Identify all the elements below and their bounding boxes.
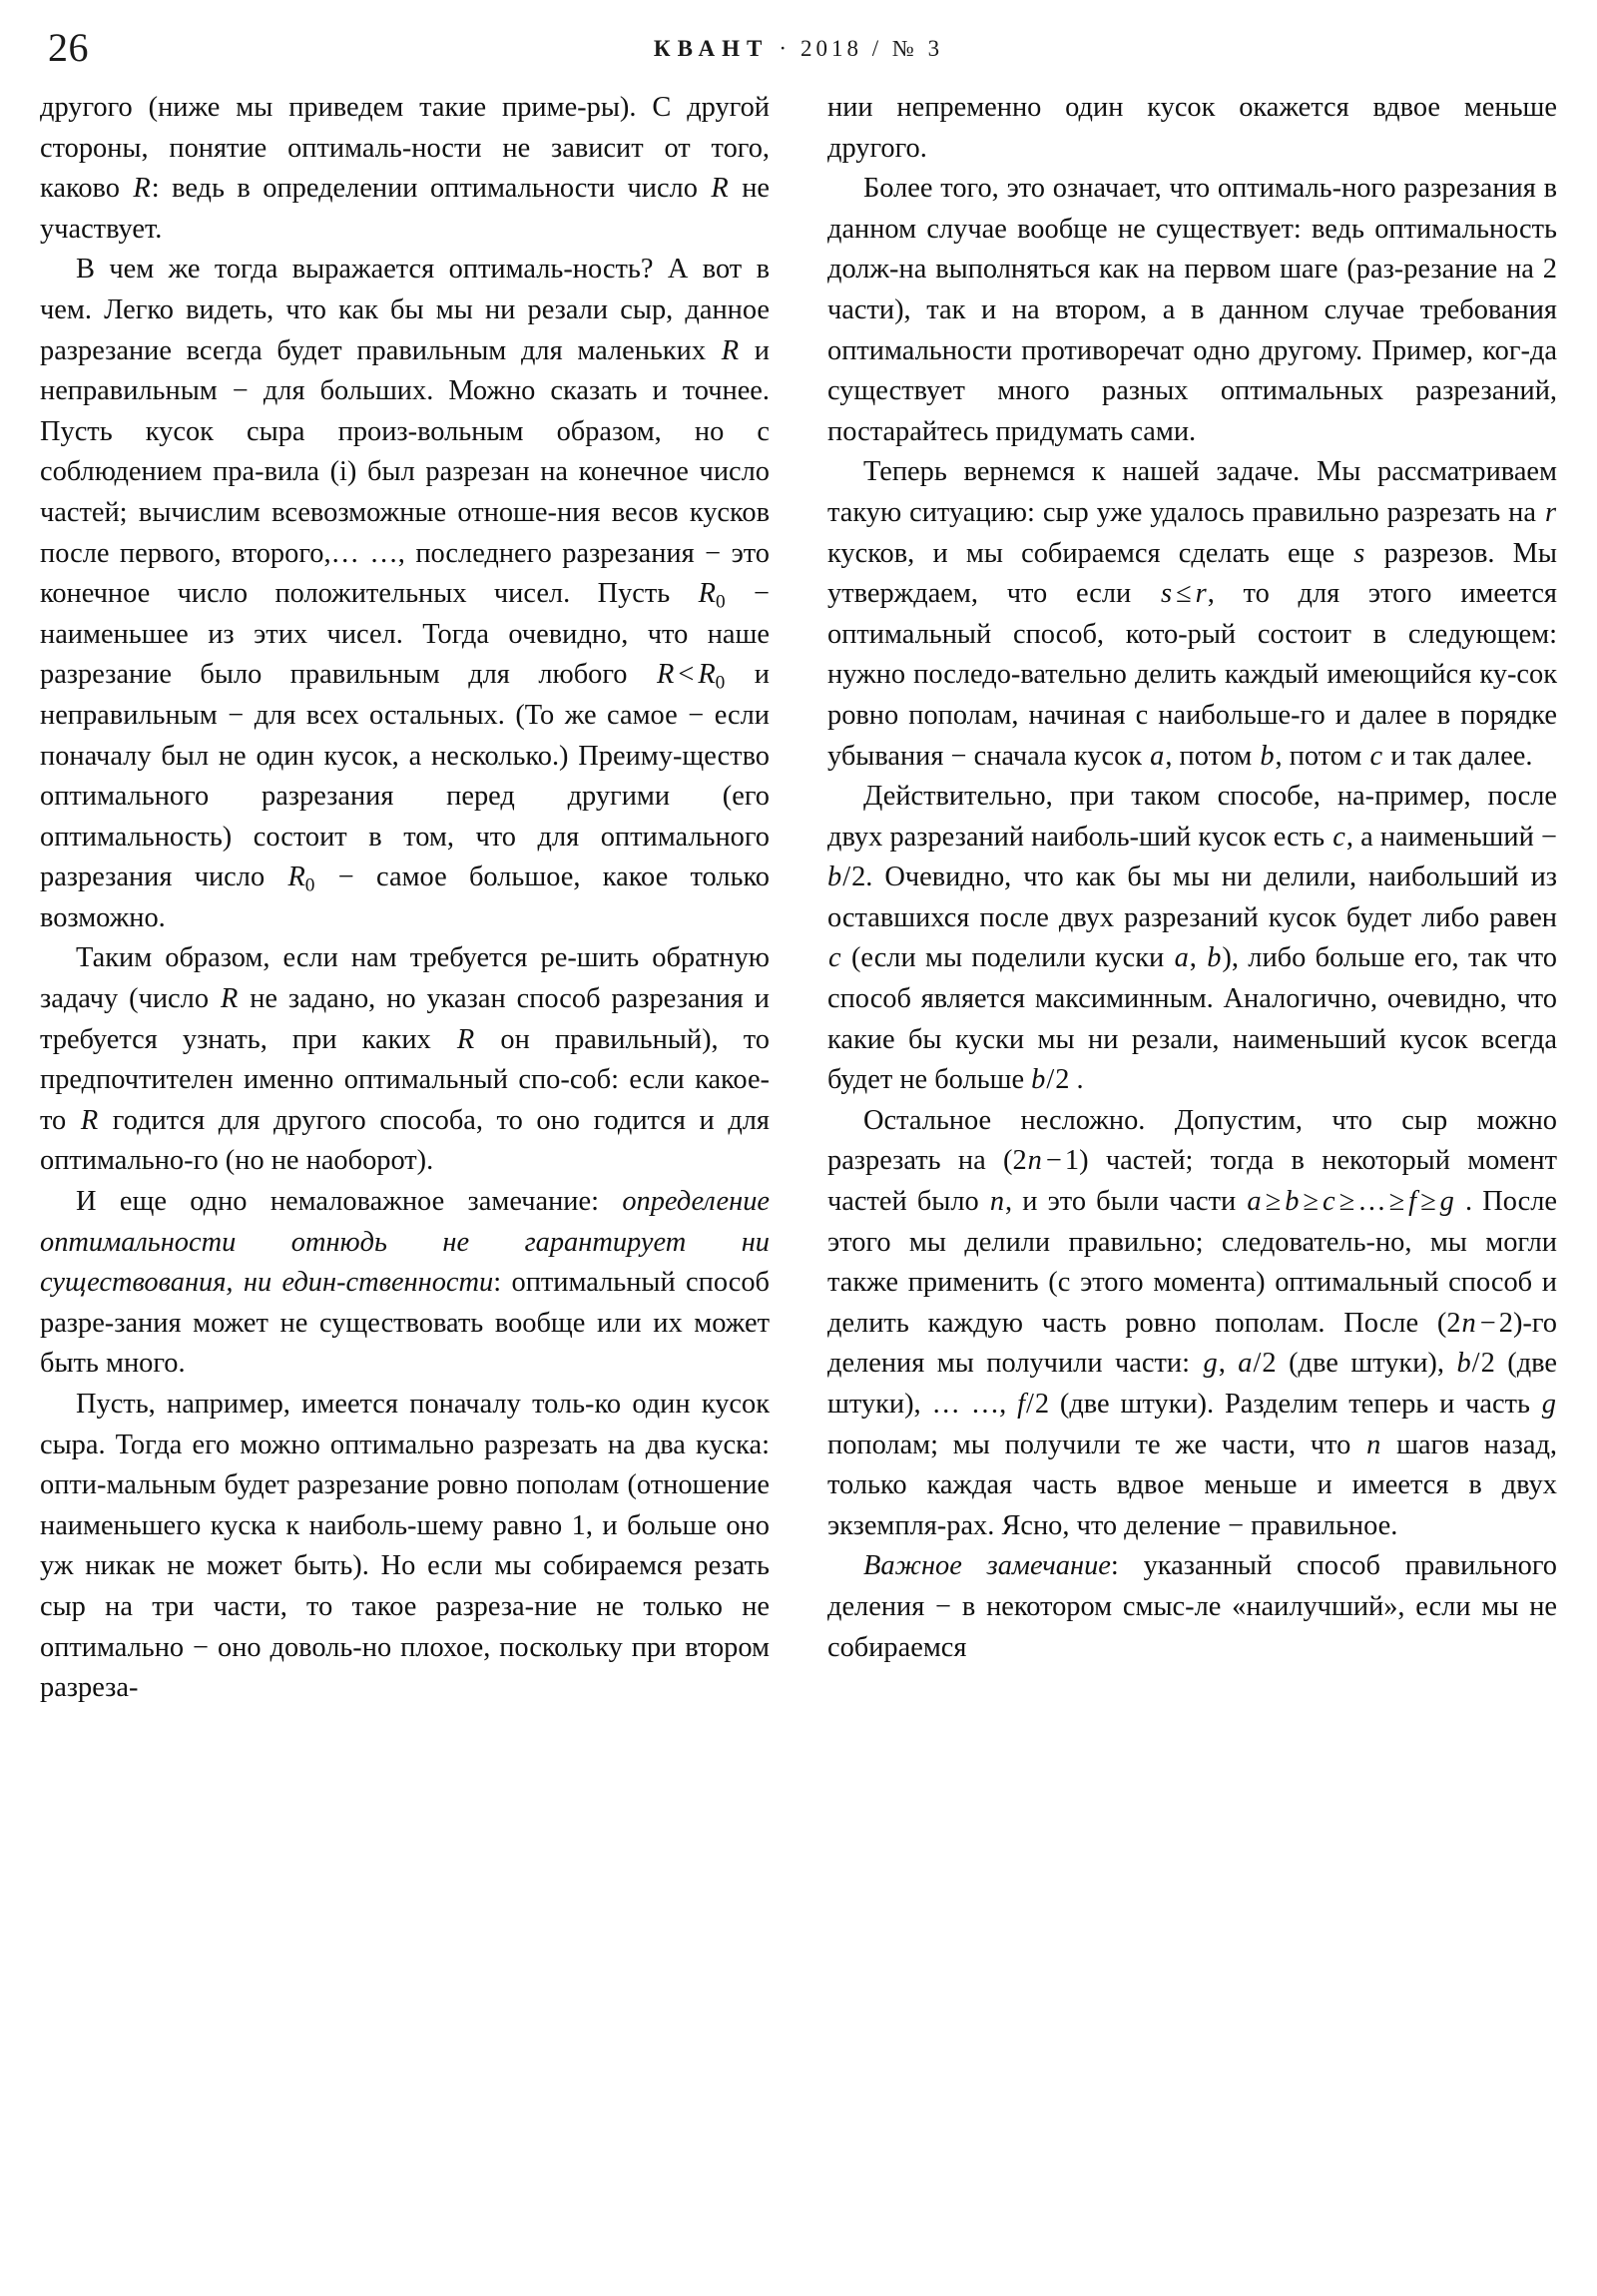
paragraph: В чем же тогда выражается оптималь-ность? А вот в чем. Легко видеть, что как бы мы ни резали сыр, данное разрезание всегда будет правильным для маленьких R и неправильным − для больших. Можно сказать и точнее. Пусть кусок сыра произ-вольным образом, но с соблюдением пра-вила (i) был разрезан на конечное число частей; вычислим всевозможные отноше-ния весов кусков после первого, второго,… …, последнего разрезания − это конечное число положительных чисел. Пусть $R_0$ − наименьшее из этих чисел. Тогда очевидно, что наше разрезание было правильным для любого $R < R_0$ и неправильным − для всех остальных. (То же самое − если поначалу был не один кусок, а несколько.) Преиму-щество оптимального разрезания перед другими (его оптимальность) состоит в том, что для оптимального разрезания число $R_0$ − самое большое, какое только возможно. (40, 254, 771, 933)
math-fraction-b-over-2: b/2 (1456, 1348, 1495, 1380)
math-variable-R: R (220, 983, 239, 1015)
paragraph: И еще одно немаловажное замечание: определение оптимальности отнюдь не гарантирует ни существования, ни един-ственности: оптимальный способ разре-зания может не существовать вообще или их может быть много. (40, 1186, 770, 1380)
math-variable-R: R (711, 173, 729, 205)
math-variable-r: r (1544, 496, 1556, 528)
math-variable-n: n (989, 1186, 1005, 1218)
math-variable-R: R (80, 1104, 99, 1136)
math-fraction-a-over-2: a/2 (1238, 1348, 1277, 1380)
math-inequality-chain: a ≥ b ≥ c ≥ … ≥ f ≥ g (1247, 1186, 1454, 1218)
paragraph: Действительно, при таком способе, на-пример, после двух разрезаний наиболь-ший кусок есть c, а наименьший − b/2. Очевидно, что как бы мы ни делили, наибольший из оставшихся после двух разрезаний кусок будет либо равен c (если мы поделили куски a, b), либо больше его, так что способ является максиминным. Аналогично, очевидно, что какие бы куски мы ни резали, наименьший кусок всегда будет не больше b/2 . (827, 781, 1557, 1096)
math-fraction-b-over-2: b/2 (827, 861, 866, 893)
paragraph: Пусть, например, имеется поначалу толь-ко один кусок сыра. Тогда его можно оптимально разрезать на два куска: опти-мальным будет разрезание ровно пополам (отношение наименьшего куска к наиболь-шему равно 1, и больше оно уж никак не может быть). Но если мы собираемся резать сыр на три части, то такое разреза-ние не только не оптимально − оно доволь-но плохое, поскольку при втором разреза- (40, 1389, 770, 1704)
math-variable-a: a (1174, 942, 1189, 974)
emphasis-text: определение оптимальности отнюдь не гарантирует ни существования, ни един-ственности (40, 1186, 770, 1299)
math-fraction-b-over-2: b/2 (1031, 1064, 1070, 1096)
math-variable-R0: $R_0$ (287, 861, 315, 896)
body-columns (40, 88, 1557, 2264)
paragraph: Таким образом, если нам требуется ре-шить обратную задачу (число R не задано, но указан способ разрезания и требуется узнать, при каких R он правильный), то предпочтителен именно оптимальный спо-соб: если какое-то R годится для другого способа, то оно годится и для оптимально-го (но не наоборот). (40, 942, 770, 1177)
math-variable-s: s (1353, 537, 1365, 569)
math-variable-g: g (1541, 1389, 1556, 1420)
paragraph: Теперь вернемся к нашей задаче. Мы рассматриваем такую ситуацию: сыр уже удалось правильно разрезать на r кусков, и мы собираемся сделать еще s разрезов. Мы утверждаем, что если s ≤ r, то для этого имеется оптимальный способ, кото-рый состоит в следующем: нужно последо-вательно делить каждый имеющийся ку-сок ровно пополам, начиная с наибольше-го и далее в порядке убывания − сначала кусок a, потом b, потом c и так далее. (827, 456, 1557, 772)
issue-label: 2018 / № 3 (800, 36, 944, 61)
math-variable-R: R (721, 334, 740, 366)
math-variable-g: g (1203, 1348, 1218, 1380)
math-variable-R0: $R_0$ (698, 578, 726, 613)
journal-title: КВАНТ (653, 36, 770, 61)
math-variable-c: c (828, 942, 841, 974)
math-variable-c: c (1369, 740, 1383, 772)
math-expression-2n-minus-2: (2n − 2) (1436, 1307, 1523, 1339)
page-number: 26 (48, 25, 89, 70)
running-head-center (48, 36, 1549, 62)
math-variable-c: c (1332, 821, 1345, 853)
math-expression-2n-minus-1: (2n − 1) (1003, 1145, 1089, 1177)
paragraph: нии непременно один кусок окажется вдвое меньше другого. (827, 92, 1557, 164)
running-head (48, 25, 1549, 84)
paragraph: Важное замечание: указанный способ правильного деления − в некотором смыс-ле «наилучший», если мы не собираемся (827, 1550, 1557, 1663)
paragraph: Остальное несложно. Допустим, что сыр можно разрезать на (2n − 1) частей; тогда в некоторый момент частей было n, и это были части a ≥ b ≥ c ≥ … ≥ f ≥ g . После этого мы делили правильно; следователь-но, мы могли также применить (с этого момента) оптимальный способ и делить каждую часть ровно пополам. После (2n − 2)-го деления мы получили части: g, a/2 (две штуки), b/2 (две штуки), … …, f/2 (две штуки). Разделим теперь и часть g пополам; мы получили те же части, что n шагов назад, только каждая часть вдвое меньше и имеется в двух экземпля-рах. Ясно, что деление − правильное. (827, 1104, 1558, 1541)
math-variable-n: n (1366, 1429, 1381, 1460)
column-left (40, 88, 770, 2264)
math-variable-b: b (1260, 740, 1275, 772)
math-variable-R: R (133, 173, 151, 205)
math-inequality-s-le-r: s ≤ r (1160, 578, 1207, 610)
math-variable-R: R (456, 1023, 475, 1055)
math-inequality-R-lt-R0: $R < R_0$ (656, 659, 726, 694)
math-variable-a: a (1150, 740, 1165, 772)
math-fraction-f-over-2: f/2 (1017, 1389, 1050, 1420)
emphasis-text: Важное замечание (863, 1550, 1111, 1582)
head-separator-dot: · (779, 36, 791, 61)
paragraph: другого (ниже мы приведем такие приме-ры). С другой стороны, понятие оптималь-ности не зависит от того, каково R: ведь в определении оптимальности число R не участвует. (40, 92, 770, 245)
math-variable-b: b (1207, 942, 1222, 974)
column-right (827, 88, 1557, 2264)
paragraph: Более того, это означает, что оптималь-ного разрезания в данном случае вообще не существует: ведь оптимальность долж-на выполняться как на первом шаге (раз-резание на 2 части), так и на втором, а в данном случае требования оптимальности противоречат одно другому. Пример, ког-да существует много разных оптимальных разрезаний, постарайтесь придумать сами. (827, 173, 1557, 447)
